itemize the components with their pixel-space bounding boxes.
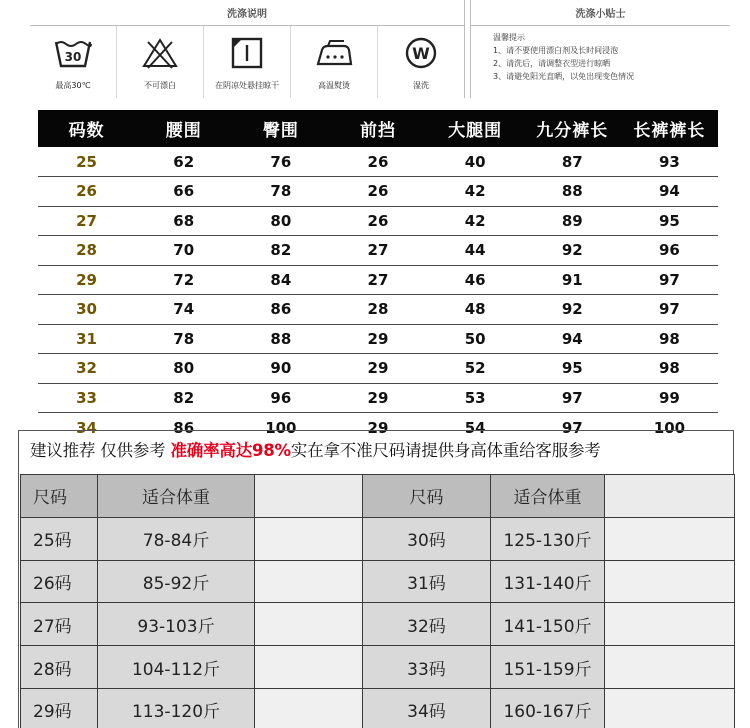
cell-rise: 29 bbox=[367, 418, 389, 437]
size-row bbox=[38, 147, 718, 177]
cell-weight: 151-159斤 bbox=[491, 646, 605, 689]
care-item-iron bbox=[291, 26, 378, 98]
weight-table-left bbox=[20, 474, 363, 728]
cell-size: 25 bbox=[38, 147, 135, 177]
size-row bbox=[38, 324, 718, 354]
care-icons-row bbox=[30, 26, 465, 98]
wet-clean-letter: W bbox=[412, 44, 430, 63]
cell-hip: 88 bbox=[232, 324, 329, 354]
weight-row bbox=[363, 603, 735, 646]
cell-full-length: 96 bbox=[621, 236, 718, 266]
cell-waist: 80 bbox=[135, 354, 232, 384]
size-row bbox=[38, 177, 718, 207]
blank-cell bbox=[255, 688, 363, 728]
cell-waist: 78 bbox=[135, 324, 232, 354]
cell-thigh: 40 bbox=[427, 147, 524, 177]
cell-weight: 113-120斤 bbox=[98, 688, 255, 728]
cell-size: 27 bbox=[38, 206, 135, 236]
header-hip: 臀围 bbox=[232, 110, 329, 147]
cell-full-length: 94 bbox=[621, 177, 718, 207]
tips-line: 1、请不要使用漂白剂及长时间浸泡 bbox=[493, 46, 619, 55]
cell-ninth-length: 97 bbox=[561, 418, 583, 437]
weight-row bbox=[363, 560, 735, 603]
cell-weight: 78-84斤 bbox=[98, 517, 255, 560]
hang-dry-shade-icon bbox=[227, 36, 267, 70]
cell-size: 31 bbox=[38, 324, 135, 354]
cell-thigh: 44 bbox=[427, 236, 524, 266]
cell-waist: 66 bbox=[135, 177, 232, 207]
cell-thigh: 42 bbox=[427, 206, 524, 236]
cell-rise: 27 bbox=[329, 265, 426, 295]
cell-size: 31码 bbox=[363, 560, 491, 603]
wet-clean-icon bbox=[401, 36, 441, 70]
cell-size: 29 bbox=[38, 265, 135, 295]
cell-waist: 68 bbox=[135, 206, 232, 236]
cell-rise: 26 bbox=[329, 147, 426, 177]
care-item-wash bbox=[30, 26, 117, 98]
cell-size: 32码 bbox=[363, 603, 491, 646]
size-row bbox=[38, 236, 718, 266]
size-chart-table bbox=[38, 110, 718, 442]
header-ninth-length: 九分裤长 bbox=[524, 110, 621, 147]
cell-size: 34 bbox=[76, 418, 97, 437]
weight-row bbox=[363, 517, 735, 560]
header-rise: 前挡 bbox=[329, 110, 426, 147]
cell-waist: 62 bbox=[135, 147, 232, 177]
cell-size: 26 bbox=[38, 177, 135, 207]
header-thigh: 大腿围 bbox=[427, 110, 524, 147]
cell-thigh: 53 bbox=[427, 383, 524, 413]
size-row bbox=[38, 295, 718, 325]
cell-rise: 28 bbox=[329, 295, 426, 325]
rec-prefix: 建议推荐 仅供参考 bbox=[30, 441, 171, 460]
size-row bbox=[38, 383, 718, 413]
rec-highlight: 准确率高达98% bbox=[170, 441, 291, 460]
cell-ninth-length: 94 bbox=[524, 324, 621, 354]
weight-row bbox=[21, 517, 363, 560]
cell-waist: 82 bbox=[135, 383, 232, 413]
cell-rise: 29 bbox=[329, 354, 426, 384]
cell-size: 25码 bbox=[21, 517, 98, 560]
cell-hip: 86 bbox=[232, 295, 329, 325]
cell-full-length: 97 bbox=[621, 265, 718, 295]
cell-weight: 160-167斤 bbox=[491, 688, 605, 728]
weight-header-row bbox=[21, 475, 363, 518]
wash-temp: 30 bbox=[64, 50, 82, 64]
cell-size: 33 bbox=[38, 383, 135, 413]
blank-cell bbox=[605, 603, 735, 646]
cell-hip: 76 bbox=[232, 147, 329, 177]
cell-ninth-length: 97 bbox=[524, 383, 621, 413]
cell-rise: 26 bbox=[329, 206, 426, 236]
cell-size: 30码 bbox=[363, 517, 491, 560]
cell-rise: 27 bbox=[329, 236, 426, 266]
cell-hip: 82 bbox=[232, 236, 329, 266]
cell-full-length: 95 bbox=[621, 206, 718, 236]
care-label-iron: 高温熨烫 bbox=[318, 81, 350, 90]
weight-row bbox=[21, 646, 363, 689]
cell-waist: 70 bbox=[135, 236, 232, 266]
cell-weight: 93-103斤 bbox=[98, 603, 255, 646]
cell-size: 28 bbox=[38, 236, 135, 266]
blank-cell bbox=[255, 517, 363, 560]
cell-weight: 104-112斤 bbox=[98, 646, 255, 689]
header-weight: 适合体重 bbox=[491, 475, 605, 518]
cell-thigh: 50 bbox=[427, 324, 524, 354]
weight-table-right bbox=[362, 474, 735, 728]
cell-full-length: 93 bbox=[621, 147, 718, 177]
cell-ninth-length: 92 bbox=[524, 295, 621, 325]
cell-waist: 74 bbox=[135, 295, 232, 325]
care-item-no-bleach bbox=[117, 26, 204, 98]
cell-rise: 26 bbox=[329, 177, 426, 207]
care-label-wet-clean: 湿洗 bbox=[413, 81, 429, 90]
blank-cell bbox=[255, 646, 363, 689]
cell-rise: 29 bbox=[329, 383, 426, 413]
cell-size: 32 bbox=[38, 354, 135, 384]
blank-cell bbox=[255, 560, 363, 603]
iron-high-icon bbox=[314, 36, 354, 70]
blank-cell bbox=[255, 603, 363, 646]
cell-hip: 78 bbox=[232, 177, 329, 207]
blank-cell bbox=[605, 560, 735, 603]
tips-line: 3、请避免阳光直晒，以免出现变色情况 bbox=[493, 72, 635, 81]
cell-waist: 86 bbox=[173, 418, 195, 437]
header-size: 尺码 bbox=[21, 475, 98, 518]
cell-ninth-length: 95 bbox=[524, 354, 621, 384]
cell-ninth-length: 88 bbox=[524, 177, 621, 207]
care-tips bbox=[470, 26, 730, 98]
cell-hip: 80 bbox=[232, 206, 329, 236]
blank-cell bbox=[605, 688, 735, 728]
cell-hip: 84 bbox=[232, 265, 329, 295]
care-label-no-bleach: 不可漂白 bbox=[144, 81, 176, 90]
cell-size: 33码 bbox=[363, 646, 491, 689]
cell-size: 30 bbox=[38, 295, 135, 325]
cell-waist: 72 bbox=[135, 265, 232, 295]
cell-size: 29码 bbox=[21, 688, 98, 728]
cell-weight: 85-92斤 bbox=[98, 560, 255, 603]
cell-full-length: 100 bbox=[653, 418, 686, 437]
cell-rise: 29 bbox=[329, 324, 426, 354]
cell-full-length: 97 bbox=[621, 295, 718, 325]
blank-cell bbox=[605, 517, 735, 560]
cell-hip: 100 bbox=[265, 418, 297, 437]
weight-row bbox=[363, 688, 735, 728]
blank-cell bbox=[605, 475, 735, 518]
recommendation-title bbox=[30, 437, 601, 461]
header-size: 尺码 bbox=[363, 475, 491, 518]
size-row bbox=[38, 354, 718, 384]
cell-size: 27码 bbox=[21, 603, 98, 646]
cell-full-length: 98 bbox=[621, 324, 718, 354]
cell-thigh: 52 bbox=[427, 354, 524, 384]
size-chart-header-row bbox=[38, 110, 718, 147]
cell-ninth-length: 92 bbox=[524, 236, 621, 266]
weight-row bbox=[363, 646, 735, 689]
care-item-wet-clean bbox=[378, 26, 464, 98]
cell-full-length: 99 bbox=[621, 383, 718, 413]
no-bleach-icon bbox=[140, 36, 180, 70]
blank-cell bbox=[255, 475, 363, 518]
cell-ninth-length: 91 bbox=[524, 265, 621, 295]
cell-weight: 141-150斤 bbox=[491, 603, 605, 646]
weight-row bbox=[21, 603, 363, 646]
tips-title: 洗涤小贴士 bbox=[470, 0, 730, 26]
care-item-hang-dry bbox=[204, 26, 291, 98]
weight-header-row bbox=[363, 475, 735, 518]
care-section bbox=[30, 0, 730, 104]
cell-thigh: 54 bbox=[464, 418, 486, 437]
header-weight: 适合体重 bbox=[98, 475, 255, 518]
wash-title: 洗涤说明 bbox=[30, 0, 465, 26]
weight-row bbox=[21, 688, 363, 728]
weight-row bbox=[21, 560, 363, 603]
blank-cell bbox=[605, 646, 735, 689]
cell-hip: 96 bbox=[232, 383, 329, 413]
cell-weight: 125-130斤 bbox=[491, 517, 605, 560]
tips-line: 2、请洗后，请调整衣型进行晾晒 bbox=[493, 59, 611, 68]
cell-size: 28码 bbox=[21, 646, 98, 689]
rec-suffix: 实在拿不准尺码请提供身高体重给客服参考 bbox=[290, 441, 601, 460]
cell-hip: 90 bbox=[232, 354, 329, 384]
size-row bbox=[38, 265, 718, 295]
tips-line: 温馨提示 bbox=[493, 33, 525, 42]
cell-weight: 131-140斤 bbox=[491, 560, 605, 603]
cell-size: 34码 bbox=[363, 688, 491, 728]
cell-thigh: 48 bbox=[427, 295, 524, 325]
cell-ninth-length: 89 bbox=[524, 206, 621, 236]
care-label-wash: 最高30℃ bbox=[55, 81, 91, 90]
cell-ninth-length: 87 bbox=[524, 147, 621, 177]
wash-30-icon bbox=[53, 36, 93, 70]
cell-thigh: 46 bbox=[427, 265, 524, 295]
cell-size: 26码 bbox=[21, 560, 98, 603]
cell-thigh: 42 bbox=[427, 177, 524, 207]
care-label-hang-dry: 在阴凉处悬挂晾干 bbox=[215, 81, 279, 90]
header-full-length: 长裤裤长 bbox=[621, 110, 718, 147]
header-size: 码数 bbox=[38, 110, 135, 147]
size-row bbox=[38, 206, 718, 236]
header-waist: 腰围 bbox=[135, 110, 232, 147]
cell-full-length: 98 bbox=[621, 354, 718, 384]
